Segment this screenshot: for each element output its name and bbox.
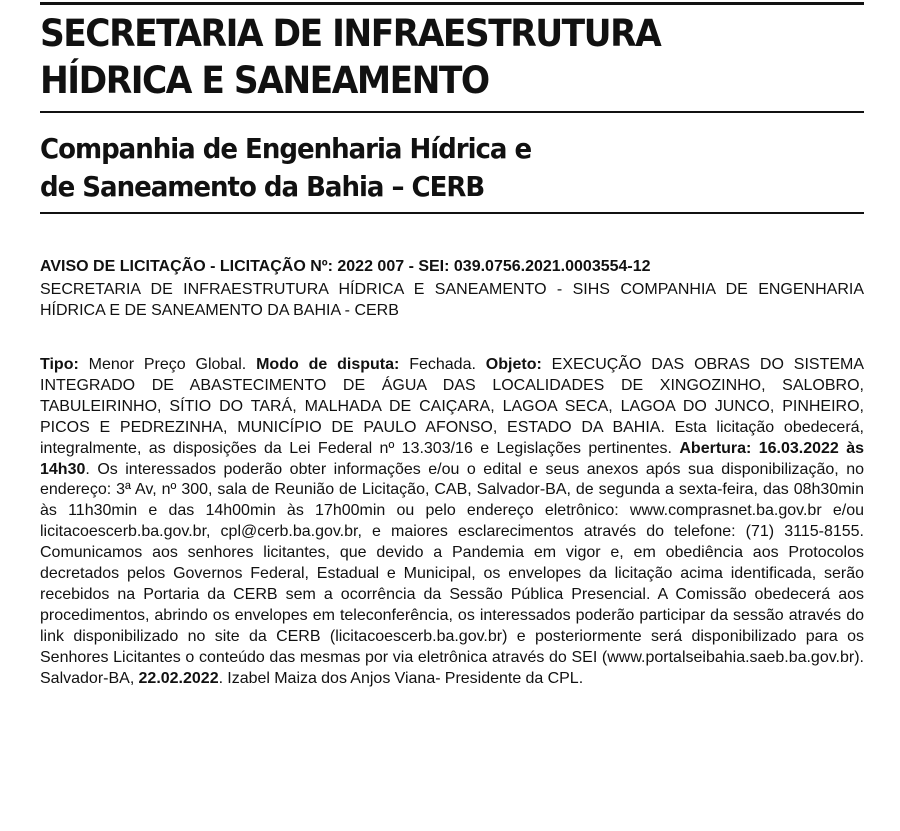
abertura-label: Abertura: 16.03.2022 às 14h30 (40, 439, 864, 478)
modo-value: Fechada. (399, 356, 486, 373)
tipo-label: Tipo: (40, 356, 79, 373)
company-rule (40, 212, 864, 214)
company-title-line1: Companhia de Engenharia Hídrica e (40, 132, 532, 165)
secretariat-title (40, 10, 806, 104)
notice-heading: AVISO DE LICITAÇÃO - LICITAÇÃO Nº: 2022 007 - SEI: 039.0756.2021.0003554-12 (40, 258, 651, 275)
notice-signature: . Izabel Maiza dos Anjos Viana- Presidente da CPL. (218, 669, 584, 687)
tipo-value: Menor Preço Global. (78, 356, 257, 373)
company-title-line2: de Saneamento da Bahia – CERB (40, 170, 485, 203)
secretariat-title-line1: SECRETARIA DE INFRAESTRUTURA (40, 12, 661, 55)
objeto-label: Objeto: (485, 356, 542, 373)
objeto-text: EXECUÇÃO DAS OBRAS DO SISTEMA INTEGRADO DE ABASTECIMENTO DE ÁGUA DAS LOCALIDADES DE XINGOZINHO, SALOBRO, TABULEIRINHO, SÍTIO DO TARÁ, MALHADA DE CAIÇARA, LAGOA SECA, LAGOA DO JUNCO, PINHEIRO, PICOS E PEDREZINHA, MUNICÍPIO DE PAULO AFONSO, ESTADO DA BAHIA. Esta licitação obedecerá, integralmente, as disposições da Lei Federal nº 13.303/16 e Legislações pertinentes. (40, 356, 865, 457)
company-title (40, 130, 806, 206)
top-rule (40, 2, 864, 5)
modo-label: Modo de disputa: (256, 356, 400, 373)
notice-date: 22.02.2022 (138, 669, 219, 687)
notice-main-text: . Os interessados poderão obter informações e/ou o edital e seus anexos após sua disponibilização, no endereço: 3ª Av, nº 300, sala de Reunião de Licitação, CAB, Salvador-BA, de segunda a sexta-feira, das 08h30min às 11h30min e das 14h00min às 17h00min ou pelo endereço eletrônico: www.comprasnet.ba.gov.br e/ou licitacoescerb.ba.gov.br, cpl@cerb.ba.gov.br, e maiores esclarecimentos através do telefone: (71) 3115-8155. Comunicamos aos senhores licitantes, que devido a Pandemia em vigor e, em obediência aos Protocolos decretados pelos Governos Federal, Estadual e Municipal, os envelopes da licitação acima identificada, serão recebidos na Portaria da CERB sem a ocorrência da Sessão Pública Presencial. A Comissão obedecerá aos procedimentos, abrindo os envelopes em teleconferência, os interessados poderão participar da sessão através do link disponibilizado no site da CERB (licitacoescerb.ba.gov.br) e posteriormente será disponibilizado para os Senhores Licitantes o conteúdo das mesmas por via eletrônica através do SEI (www.portalseibahia.saeb.ba.gov.br). Salvador-BA, (40, 460, 864, 687)
notice-subheading: SECRETARIA DE INFRAESTRUTURA HÍDRICA E SANEAMENTO - SIHS COMPANHIA DE ENGENHARIA HÍDRICA E DE SANEAMENTO DA BAHIA - CERB (40, 281, 864, 319)
secretariat-title-line2: HÍDRICA E SANEAMENTO (40, 59, 489, 102)
section-rule (40, 111, 864, 113)
notice-body (40, 355, 864, 690)
